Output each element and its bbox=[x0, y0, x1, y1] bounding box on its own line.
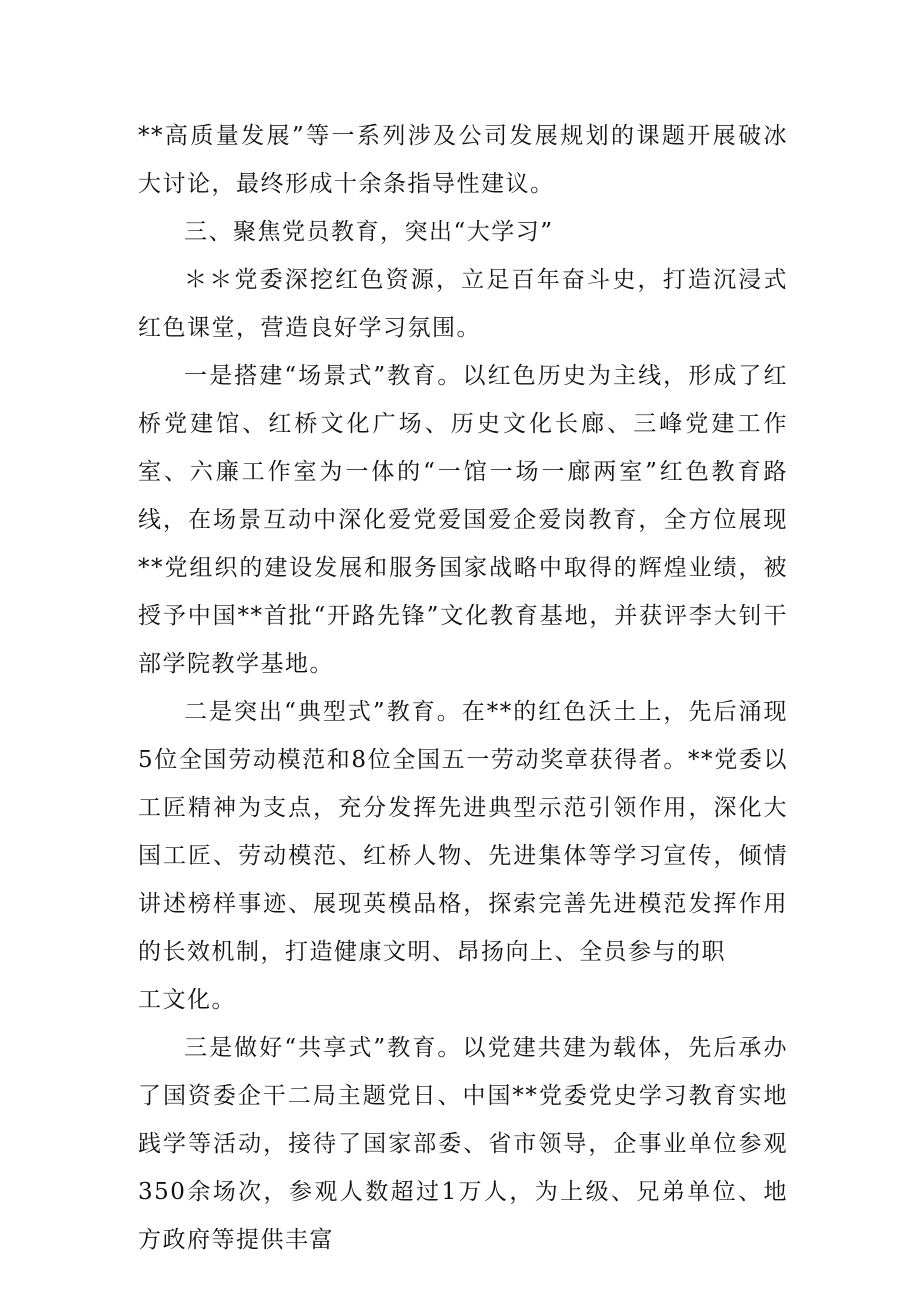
paragraph-continued-discussion: **高质量发展”等一系列涉及公司发展规划的课题开展破冰大讨论，最终形成十余条指导性建议。 bbox=[138, 123, 788, 197]
section-heading-party-education: 三、聚焦党员教育，突出“大学习” bbox=[184, 219, 554, 245]
paragraph-typical-education-continuation: 工文化。 bbox=[138, 987, 236, 1013]
paragraph-scene-education: 一是搭建“场景式”教育。以红色历史为主线，形成了红桥党建馆、红桥文化广场、历史文化长廊、三峰党建工作室、六廉工作室为一体的“一馆一场一廊两室”红色教育路线，在场景互动中深化爱党爱国爱企爱岗教育，全方位展现**党组织的建设发展和服务国家战略中取得的辉煌业绩，被授予中国**首批“开路先锋”文化教育基地，并获评李大钊干部学院教学基地。 bbox=[138, 363, 788, 677]
paragraph-shared-education: 三是做好“共享式”教育。以党建共建为载体，先后承办了国资委企干二局主题党日、中国**党委党史学习教育实地践学等活动，接待了国家部委、省市领导，企事业单位参观350余场次，参观人数超过1万人，为上级、兄弟单位、地方政府等提供丰富 bbox=[138, 1035, 788, 1253]
paragraph-typical-education-main: 二是突出“典型式”教育。在**的红色沃土上，先后涌现5位全国劳动模范和8位全国五一劳动奖章获得者。**党委以工匠精神为支点，充分发挥先进典型示范引领作用，深化大国工匠、劳动模范、红桥人物、先进集体等学习宣传，倾情讲述榜样事迹、展现英模品格，探索完善先进模范发挥作用的长效机制，打造健康文明、昂扬向上、全员参与的职 bbox=[138, 699, 788, 965]
paragraph-typical-education bbox=[138, 688, 788, 1024]
document-body bbox=[138, 112, 788, 1264]
paragraph-red-resources: ＊＊党委深挖红色资源，立足百年奋斗史，打造沉浸式红色课堂，营造良好学习氛围。 bbox=[138, 267, 788, 341]
